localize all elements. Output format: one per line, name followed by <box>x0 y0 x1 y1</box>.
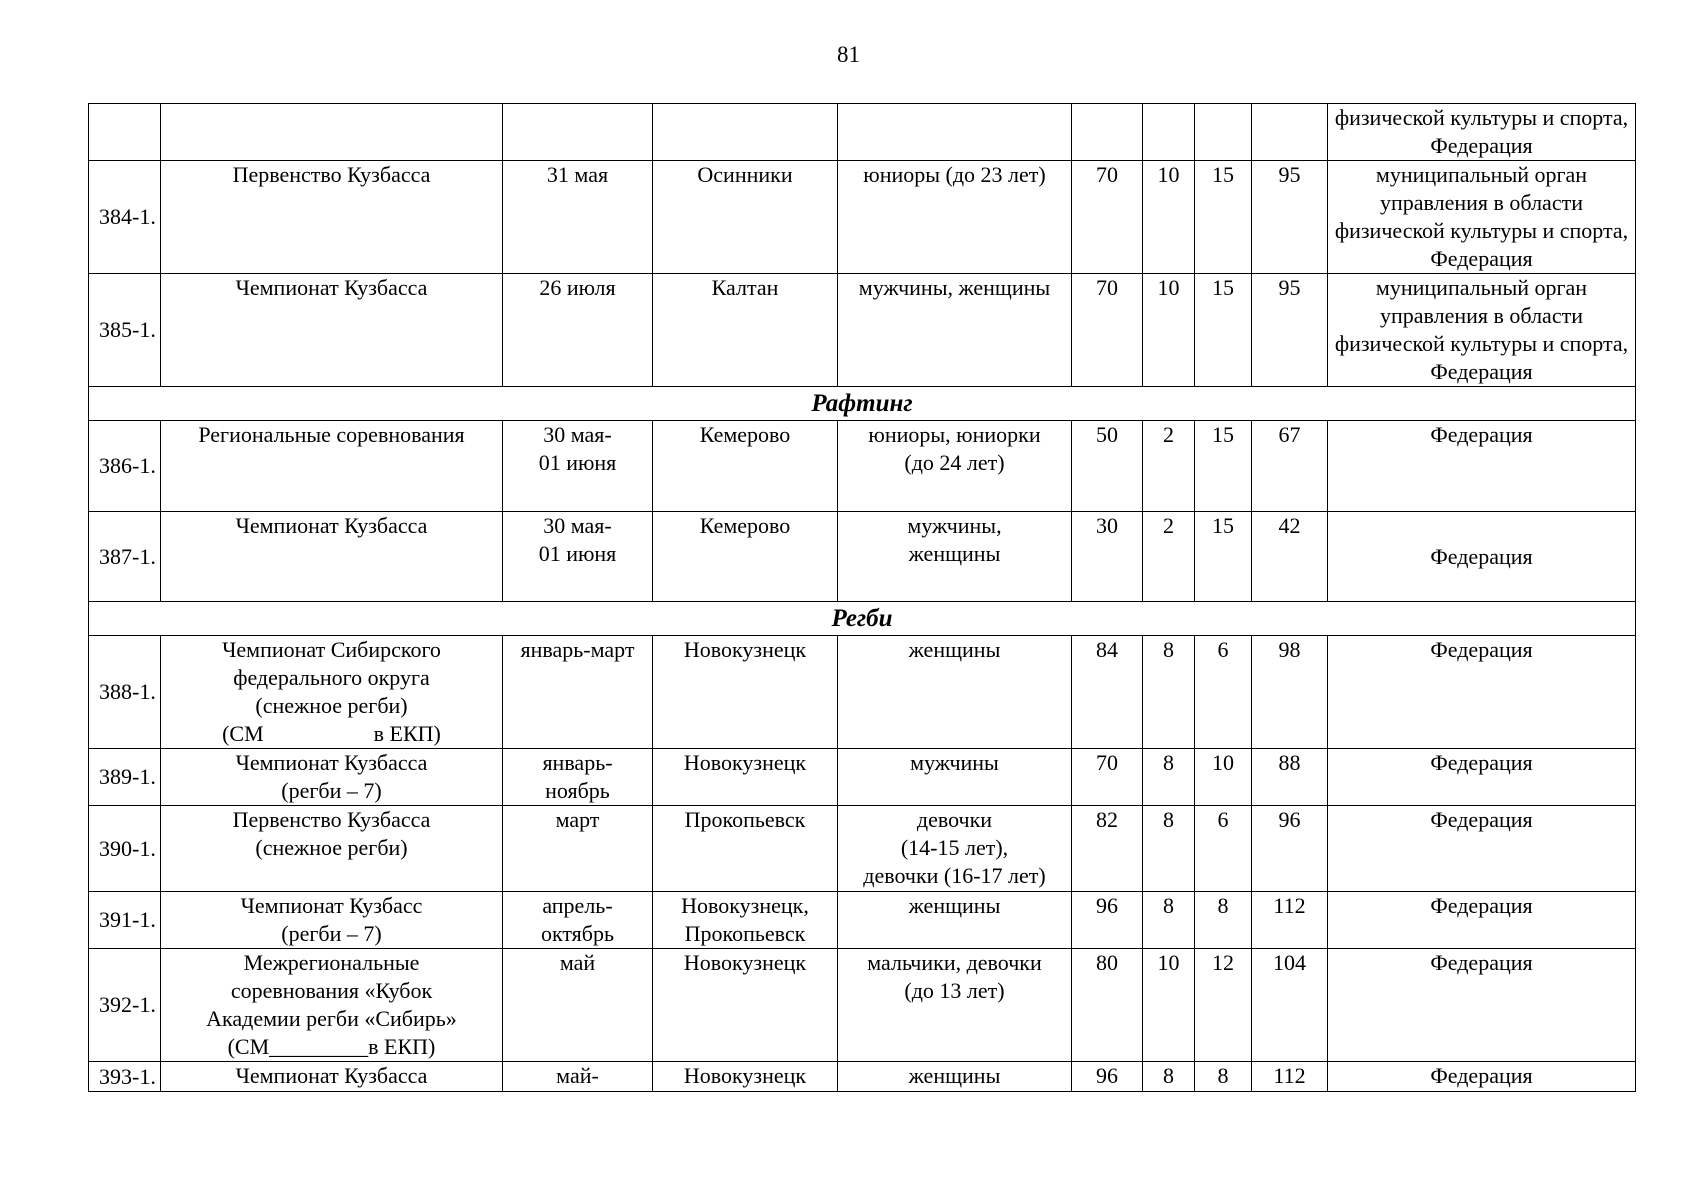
table-row <box>89 161 1636 274</box>
count-2: 2 <box>1143 421 1195 512</box>
count-2: 10 <box>1143 161 1195 274</box>
count-3: 6 <box>1195 636 1252 749</box>
event-date: май- <box>503 1062 653 1092</box>
organizer: Федерация <box>1328 749 1636 806</box>
event-date <box>503 104 653 161</box>
count-3: 15 <box>1195 274 1252 387</box>
count-3: 12 <box>1195 949 1252 1062</box>
count-2: 8 <box>1143 892 1195 949</box>
count-total <box>1252 104 1328 161</box>
event-name: Чемпионат Кузбасса <box>161 1062 503 1092</box>
count-2: 10 <box>1143 949 1195 1062</box>
count-1: 84 <box>1072 636 1143 749</box>
row-number: 390-1. <box>89 806 161 892</box>
count-total: 104 <box>1252 949 1328 1062</box>
count-total: 95 <box>1252 274 1328 387</box>
count-2: 8 <box>1143 636 1195 749</box>
event-date: 30 мая- 01 июня <box>503 512 653 602</box>
event-name-line: федерального округа <box>233 665 430 690</box>
count-1: 80 <box>1072 949 1143 1062</box>
count-2: 10 <box>1143 274 1195 387</box>
count-1 <box>1072 104 1143 161</box>
event-name-cm: (СМ <box>222 721 264 746</box>
event-date: май <box>503 949 653 1062</box>
count-3: 8 <box>1195 892 1252 949</box>
count-total: 96 <box>1252 806 1328 892</box>
event-date: 30 мая- 01 июня <box>503 421 653 512</box>
event-name <box>161 636 503 749</box>
event-name <box>161 104 503 161</box>
event-name: Межрегиональные соревнования «Кубок Академии регби «Сибирь» (СМ_________в ЕКП) <box>161 949 503 1062</box>
count-3: 15 <box>1195 421 1252 512</box>
count-3 <box>1195 104 1252 161</box>
event-place: Осинники <box>653 161 838 274</box>
event-date: апрель- октябрь <box>503 892 653 949</box>
row-number: 389-1. <box>89 749 161 806</box>
participants: юниоры (до 23 лет) <box>838 161 1072 274</box>
participants: женщины <box>838 892 1072 949</box>
event-name-line: (снежное регби) <box>255 693 408 718</box>
count-2: 8 <box>1143 749 1195 806</box>
participants: мужчины, женщины <box>838 274 1072 387</box>
row-number: 387-1. <box>89 512 161 602</box>
count-3: 15 <box>1195 161 1252 274</box>
event-name: Региональные соревнования <box>161 421 503 512</box>
section-row <box>89 387 1636 421</box>
table-row <box>89 749 1636 806</box>
event-place: Кемерово <box>653 421 838 512</box>
row-number: 392-1. <box>89 949 161 1062</box>
event-place: Новокузнецк <box>653 949 838 1062</box>
count-1: 96 <box>1072 1062 1143 1092</box>
organizer: Федерация <box>1328 892 1636 949</box>
event-name: Чемпионат Кузбасса <box>161 274 503 387</box>
event-name: Чемпионат Кузбасса (регби – 7) <box>161 749 503 806</box>
organizer: муниципальный орган управления в области физической культуры и спорта, Федерация <box>1328 274 1636 387</box>
count-total: 98 <box>1252 636 1328 749</box>
row-number: 388-1. <box>89 636 161 749</box>
table-row <box>89 421 1636 512</box>
count-3: 15 <box>1195 512 1252 602</box>
event-name: Первенство Кузбасса (снежное регби) <box>161 806 503 892</box>
table-row <box>89 1062 1636 1092</box>
row-number <box>89 104 161 161</box>
table-row <box>89 512 1636 602</box>
event-place: Новокузнецк <box>653 749 838 806</box>
participants: мужчины <box>838 749 1072 806</box>
table-row <box>89 636 1636 749</box>
event-place: Калтан <box>653 274 838 387</box>
event-place: Кемерово <box>653 512 838 602</box>
row-number: 384-1. <box>89 161 161 274</box>
count-total: 112 <box>1252 1062 1328 1092</box>
event-date: 26 июля <box>503 274 653 387</box>
event-name: Чемпионат Кузбасс (регби – 7) <box>161 892 503 949</box>
table-row <box>89 806 1636 892</box>
organizer: Федерация <box>1328 636 1636 749</box>
count-1: 70 <box>1072 274 1143 387</box>
event-date: март <box>503 806 653 892</box>
organizer: Федерация <box>1328 1062 1636 1092</box>
count-3: 8 <box>1195 1062 1252 1092</box>
row-number: 393-1. <box>89 1062 161 1092</box>
count-1: 70 <box>1072 161 1143 274</box>
count-2: 8 <box>1143 806 1195 892</box>
participants: женщины <box>838 636 1072 749</box>
event-name-line: Чемпионат Сибирского <box>222 637 441 662</box>
organizer: Федерация <box>1328 949 1636 1062</box>
count-2 <box>1143 104 1195 161</box>
count-1: 50 <box>1072 421 1143 512</box>
participants: девочки (14-15 лет), девочки (16-17 лет) <box>838 806 1072 892</box>
participants: мальчики, девочки (до 13 лет) <box>838 949 1072 1062</box>
count-2: 2 <box>1143 512 1195 602</box>
table-row <box>89 949 1636 1062</box>
participants: мужчины, женщины <box>838 512 1072 602</box>
table-row <box>89 274 1636 387</box>
organizer: Федерация <box>1328 512 1636 602</box>
participants: женщины <box>838 1062 1072 1092</box>
participants: юниоры, юниорки (до 24 лет) <box>838 421 1072 512</box>
organizer: физической культуры и спорта, Федерация <box>1328 104 1636 161</box>
count-total: 112 <box>1252 892 1328 949</box>
event-date: январь-март <box>503 636 653 749</box>
participants <box>838 104 1072 161</box>
event-name: Первенство Кузбасса <box>161 161 503 274</box>
organizer: муниципальный орган управления в области физической культуры и спорта, Федерация <box>1328 161 1636 274</box>
events-table <box>88 103 1636 1092</box>
count-2: 8 <box>1143 1062 1195 1092</box>
event-name-ekp: в ЕКП) <box>373 721 441 746</box>
count-1: 30 <box>1072 512 1143 602</box>
row-number: 386-1. <box>89 421 161 512</box>
count-3: 6 <box>1195 806 1252 892</box>
event-date: 31 мая <box>503 161 653 274</box>
count-total: 95 <box>1252 161 1328 274</box>
section-row <box>89 602 1636 636</box>
event-place <box>653 104 838 161</box>
section-title: Регби <box>89 602 1636 636</box>
page-number: 81 <box>837 42 860 67</box>
count-1: 96 <box>1072 892 1143 949</box>
count-1: 82 <box>1072 806 1143 892</box>
event-place: Новокузнецк, Прокопьевск <box>653 892 838 949</box>
event-date: январь- ноябрь <box>503 749 653 806</box>
organizer: Федерация <box>1328 806 1636 892</box>
count-total: 88 <box>1252 749 1328 806</box>
organizer: Федерация <box>1328 421 1636 512</box>
table-body <box>89 104 1636 1092</box>
count-1: 70 <box>1072 749 1143 806</box>
row-number: 391-1. <box>89 892 161 949</box>
row-number: 385-1. <box>89 274 161 387</box>
count-total: 67 <box>1252 421 1328 512</box>
section-title: Рафтинг <box>89 387 1636 421</box>
event-place: Новокузнецк <box>653 636 838 749</box>
count-3: 10 <box>1195 749 1252 806</box>
event-name: Чемпионат Кузбасса <box>161 512 503 602</box>
table-row <box>89 892 1636 949</box>
table-row <box>89 104 1636 161</box>
count-total: 42 <box>1252 512 1328 602</box>
event-place: Прокопьевск <box>653 806 838 892</box>
event-place: Новокузнецк <box>653 1062 838 1092</box>
